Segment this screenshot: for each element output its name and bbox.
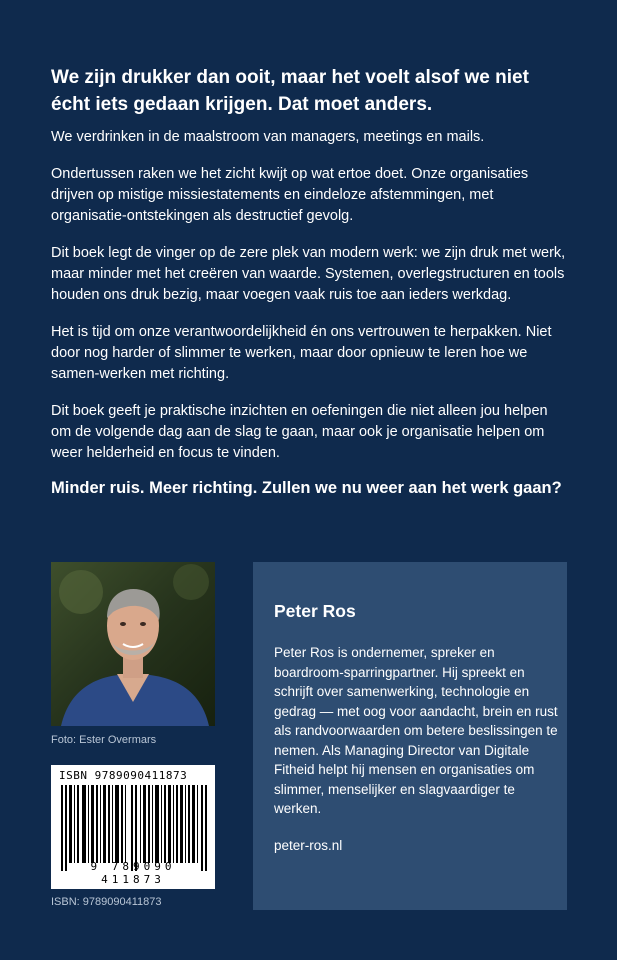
author-photo [51, 562, 215, 726]
closing-tagline: Minder ruis. Meer richting. Zullen we nu weer aan het werk gaan? [51, 479, 562, 497]
blurb-paragraph-4: Het is tijd om onze verantwoordelijkheid én ons vertrouwen te herpakken. Niet door nog harder of slimmer te werken, maar door opnieuw te leren hoe we samen-werken met richting. [51, 324, 552, 382]
barcode-digits: 9 789090 411873 [90, 860, 176, 886]
headline-line-2: écht iets gedaan krijgen. Dat moet anders. [51, 94, 433, 115]
blurb-body [51, 127, 571, 480]
isbn-barcode [51, 765, 215, 889]
author-bio-panel [253, 562, 567, 910]
author-portrait-image [51, 562, 215, 726]
blurb-paragraph-2: Ondertussen raken we het zicht kwijt op wat ertoe doet. Onze organisaties drijven op mistige missiestatements en eindeloze afstemmingen, met organisatie-ontstekingen als destructief gevolg. [51, 166, 529, 224]
back-cover-headline [51, 64, 591, 118]
author-bio: Peter Ros is ondernemer, spreker en boardroom-sparringpartner. Hij spreekt en schrijft over samenwerking, technologie en gedrag — met oog voor aandacht, brein en rust als randvoorwaarden om betere beslissingen te nemen. Als Managing Director van Digitale Fitheid helpt hij mensen en organisaties om slimmer, menselijker en slagvaardiger te werken. [274, 645, 558, 816]
barcode-bars [61, 785, 207, 871]
blurb-paragraph-5: Dit boek geeft je praktische inzichten en oefeningen die niet alleen jou helpen om de volgende dag aan de slag te gaan, maar ook je organisatie helpen om weer helderheid en focus te vinden. [51, 403, 548, 461]
isbn-caption: ISBN: 9789090411873 [51, 896, 162, 908]
author-name: Peter Ros [274, 601, 356, 621]
blurb-paragraph-3: Dit boek legt de vinger op de zere plek van modern werk: we zijn druk met werk, maar minder met het creëren van waarde. Systemen, overlegstructuren en tools houden ons druk bezig, maar voegen vaak ruis toe aan ieders werkdag. [51, 245, 566, 303]
headline-line-1: We zijn drukker dan ooit, maar het voelt alsof we niet [51, 67, 529, 88]
photo-credit: Foto: Ester Overmars [51, 734, 157, 746]
barcode-isbn-label: ISBN 9789090411873 [59, 769, 188, 782]
blurb-paragraph-1: We verdrinken in de maalstroom van managers, meetings en mails. [51, 129, 485, 145]
author-website-link[interactable]: peter-ros.nl [274, 838, 343, 853]
